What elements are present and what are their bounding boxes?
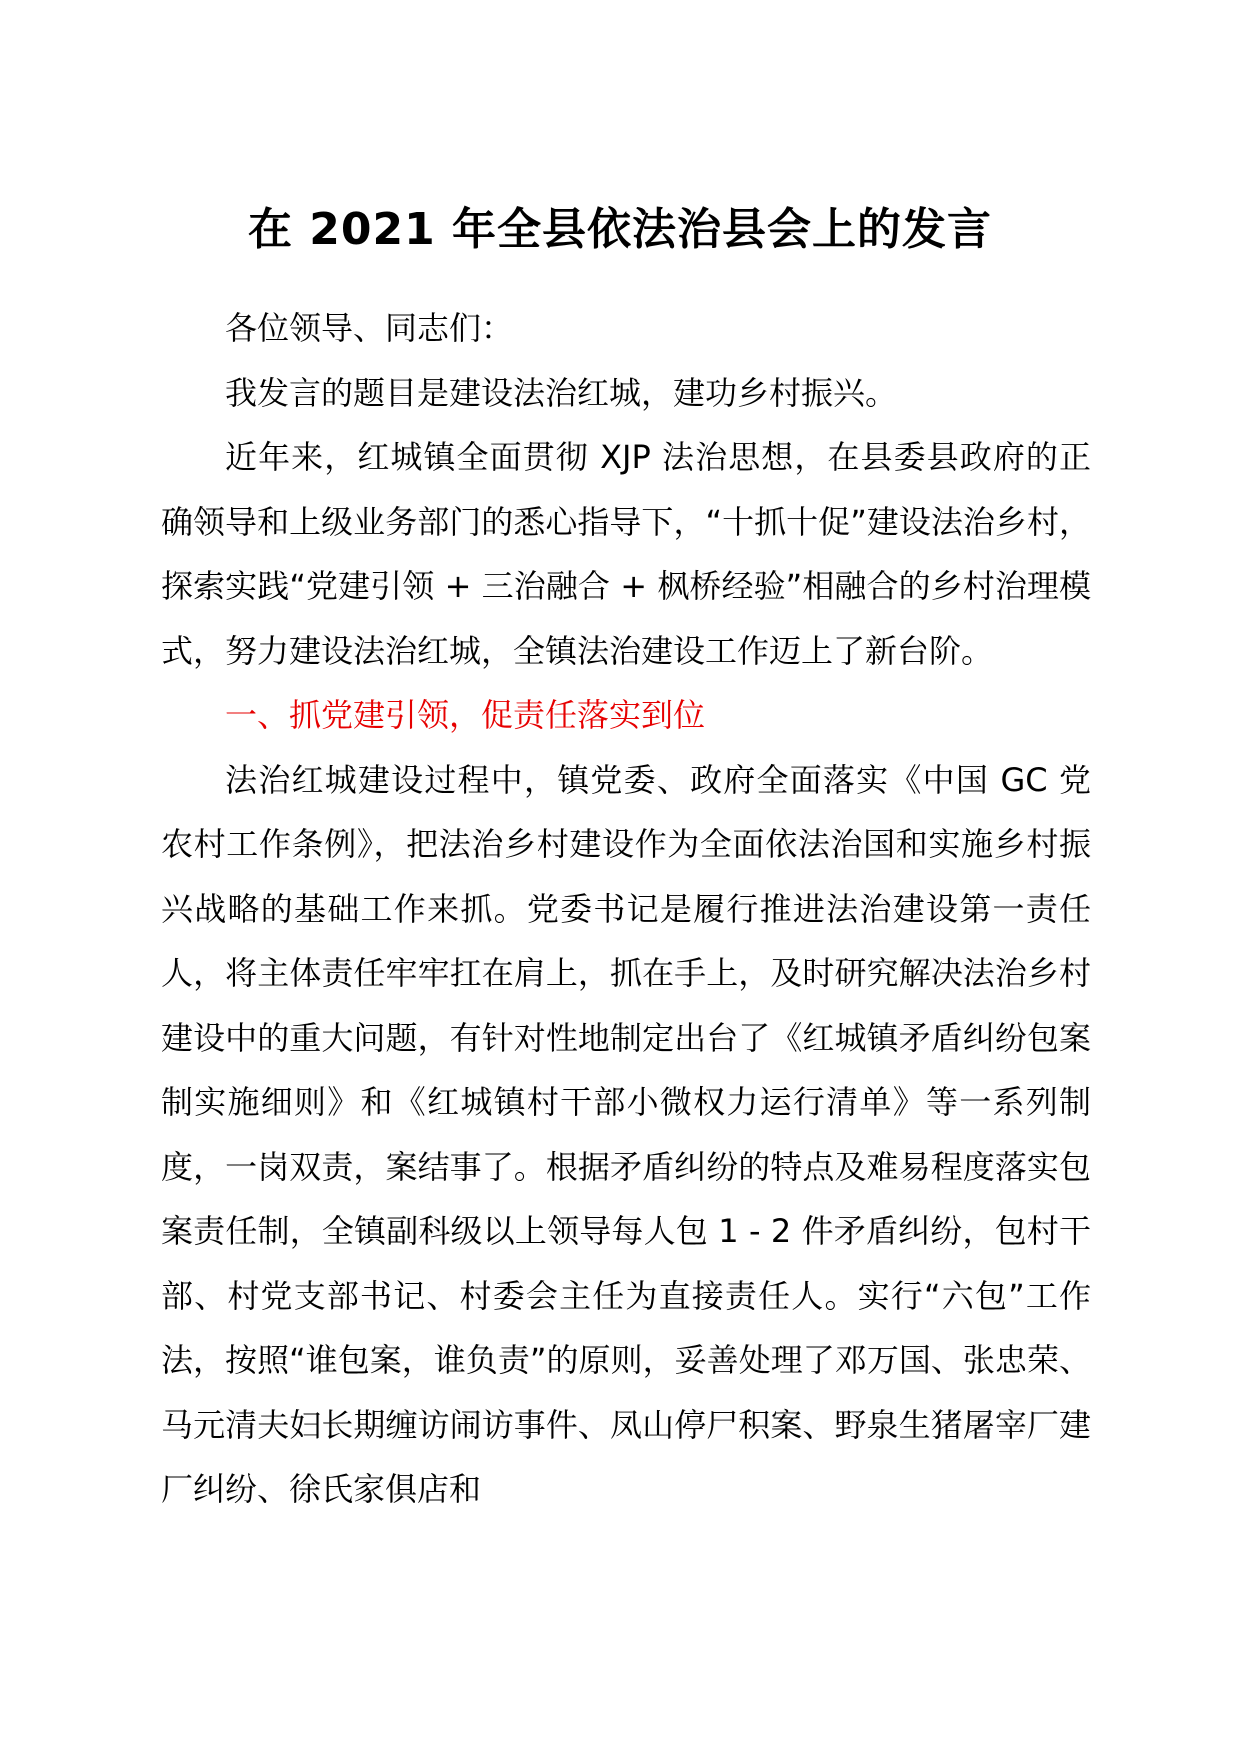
section-paragraph: 法治红城建设过程中，镇党委、政府全面落实《中国 GC 党农村工作条例》，把法治乡村建设作为全面依法治国和实施乡村振兴战略的基础工作来抓。党委书记是履行推进法治建设第一责任人，将主体责任牢牢扛在肩上，抓在手上，及时研究解决法治乡村建设中的重大问题，有针对性地制定出台了《红城镇矛盾纠纷包案制实施细则》和《红城镇村干部小微权力运行清单》等一系列制度，一岗双责，案结事了。根据矛盾纠纷的特点及难易程度落实包案责任制，全镇副科级以上领导每人包 1 - 2 件矛盾纠纷，包村干部、村党支部书记、村委会主任为直接责任人。实行“六包”工作法，按照“谁包案，谁负责”的原则，妥善处理了邓万国、张忠荣、马元清夫妇长期缠访闹访事件、凤山停尸积案、野泉生猪屠宰厂建厂纠纷、徐氏家俱店和 xyxy=(161,760,1091,1508)
salutation: 各位领导、同志们： xyxy=(225,309,514,347)
topic-paragraph: 我发言的题目是建设法治红城，建功乡村振兴。 xyxy=(225,373,898,412)
intro-paragraph: 近年来，红城镇全面贯彻 XJP 法治思想，在县委县政府的正确领导和上级业务部门的悉心指导下，“十抓十促”建设法治乡村，探索实践“党建引领 + 三治融合 + 枫桥经验”相融合的乡村治理模式，努力建设法治红城，全镇法治建设工作迈上了新台阶。 xyxy=(161,438,1091,670)
section-heading: 一、抓党建引领，促责任落实到位 xyxy=(225,696,706,734)
document-title: 在 2021 年全县依法治县会上的发言 xyxy=(247,204,993,255)
document-body xyxy=(161,296,1091,1522)
